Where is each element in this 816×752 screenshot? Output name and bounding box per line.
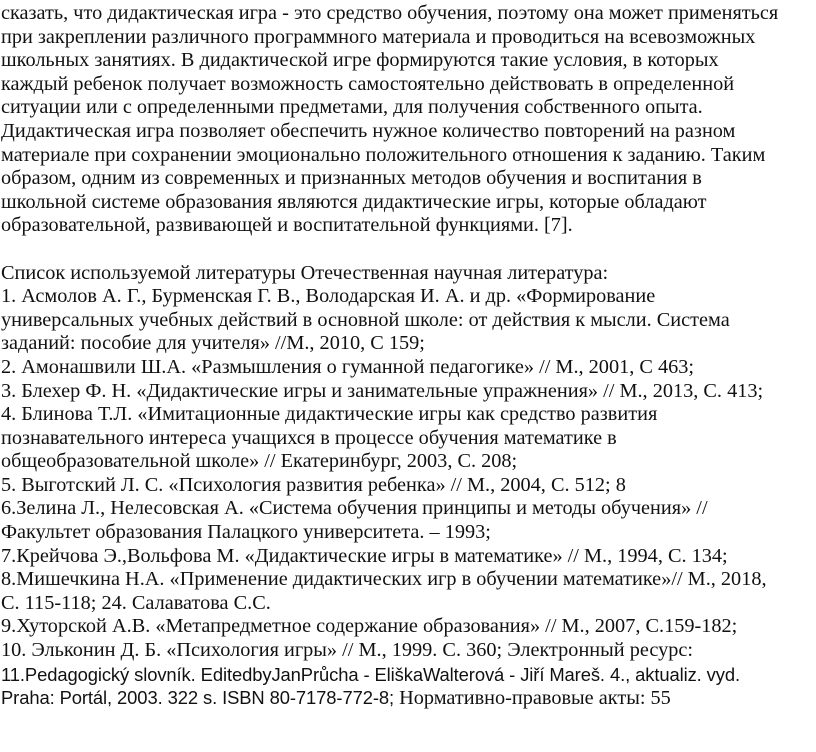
reference-line: 4. Блинова Т.Л. «Имитационные дидактические игры как средство развития (1, 403, 658, 426)
blank-line (1, 238, 816, 262)
reference-line: познавательного интереса учащихся в процессе обучения математике в (1, 426, 617, 449)
reference-line: 1. Асмолов А. Г., Бурменская Г. В., Володарская И. А. и др. «Формирование (1, 285, 656, 308)
paragraph-line: сказать, что дидактическая игра - это средство обучения, поэтому она может применяться (1, 2, 779, 24)
reference-line: 8.Мишечкина Н.А. «Применение дидактических игр в обучении математике»// М., 2018, (1, 568, 767, 591)
paragraph-line: школьных занятиях. В дидактической игре формируются такие условия, в которых (1, 49, 719, 72)
reference-line-mixed (1, 686, 816, 710)
reference-line: заданий: пособие для учителя» //М., 2010, С 159; (1, 332, 425, 355)
reference-line: С. 115-118; 24. Салаватова С.С. (1, 591, 271, 614)
reference-fragment-foreign: Praha: Portál, 2003. 322 s. ISBN 80-7178-772-8; (1, 687, 394, 709)
reference-line: 2. Амонашвили Ш.А. «Размышления о гуманной педагогике» // М., 2001, С 463; (1, 355, 695, 378)
paragraph-line: образом, одним из современных и признанных методов обучения и воспитания в (1, 167, 702, 190)
reference-line: 7.Крейчова Э.,Вольфова М. «Дидактические игры в математике» // М., 1994, С. 134; (1, 544, 728, 567)
paragraph-line: образовательной, развивающей и воспитательной функциями. [7]. (1, 214, 573, 237)
reference-line: 10. Эльконин Д. Б. «Психология игры» // М., 1999. С. 360; Электронный ресурс: (1, 639, 693, 662)
reference-line: 3. Блехер Ф. Н. «Дидактические игры и занимательные упражнения» // М., 2013, С. 413; (1, 379, 764, 402)
paragraph-line: при закреплении различного программного материала и проводиться на всевозможных (1, 25, 756, 48)
reference-line: общеобразовательной школе» // Екатеринбург, 2003, С. 208; (1, 450, 518, 473)
reference-fragment-tail: Нормативно-правовые акты: 55 (394, 687, 671, 710)
reference-line: 6.Зелина Л., Нелесовская А. «Система обучения принципы и методы обучения» // (1, 497, 708, 520)
reference-line: универсальных учебных действий в основной школе: от действия к мысли. Система (1, 308, 730, 331)
paragraph-line: каждый ребенок получает возможность самостоятельно действовать в определенной (1, 72, 735, 95)
references-heading: Список используемой литературы Отечественная научная литература: (1, 261, 609, 284)
reference-line: 5. Выготский Л. С. «Психология развития ребенка» // М., 2004, С. 512; 8 (1, 473, 626, 496)
paragraph-line: материале при сохранении эмоционально положительного отношения к заданию. Таким (1, 143, 766, 166)
reference-line-foreign: 11.Pedagogický slovník. EditedbyJanPrůcha - EliškaWalterová - Jiří Mareš. 4., aktualiz. vyd. (1, 663, 741, 685)
reference-line: 9.Хуторской А.В. «Метапредметное содержание образования» // М., 2007, С.159-182; (1, 615, 738, 638)
paragraph-line: Дидактическая игра позволяет обеспечить нужное количество повторений на разном (1, 119, 736, 142)
paragraph-line: школьной системе образования являются дидактические игры, которые обладают (1, 190, 707, 213)
reference-line: Факультет образования Палацкого университета. – 1993; (1, 521, 491, 544)
body-paragraph (1, 2, 816, 238)
paragraph-line: ситуации или с определенными предметами, для получения собственного опыта. (1, 96, 703, 119)
references-list (1, 262, 816, 710)
